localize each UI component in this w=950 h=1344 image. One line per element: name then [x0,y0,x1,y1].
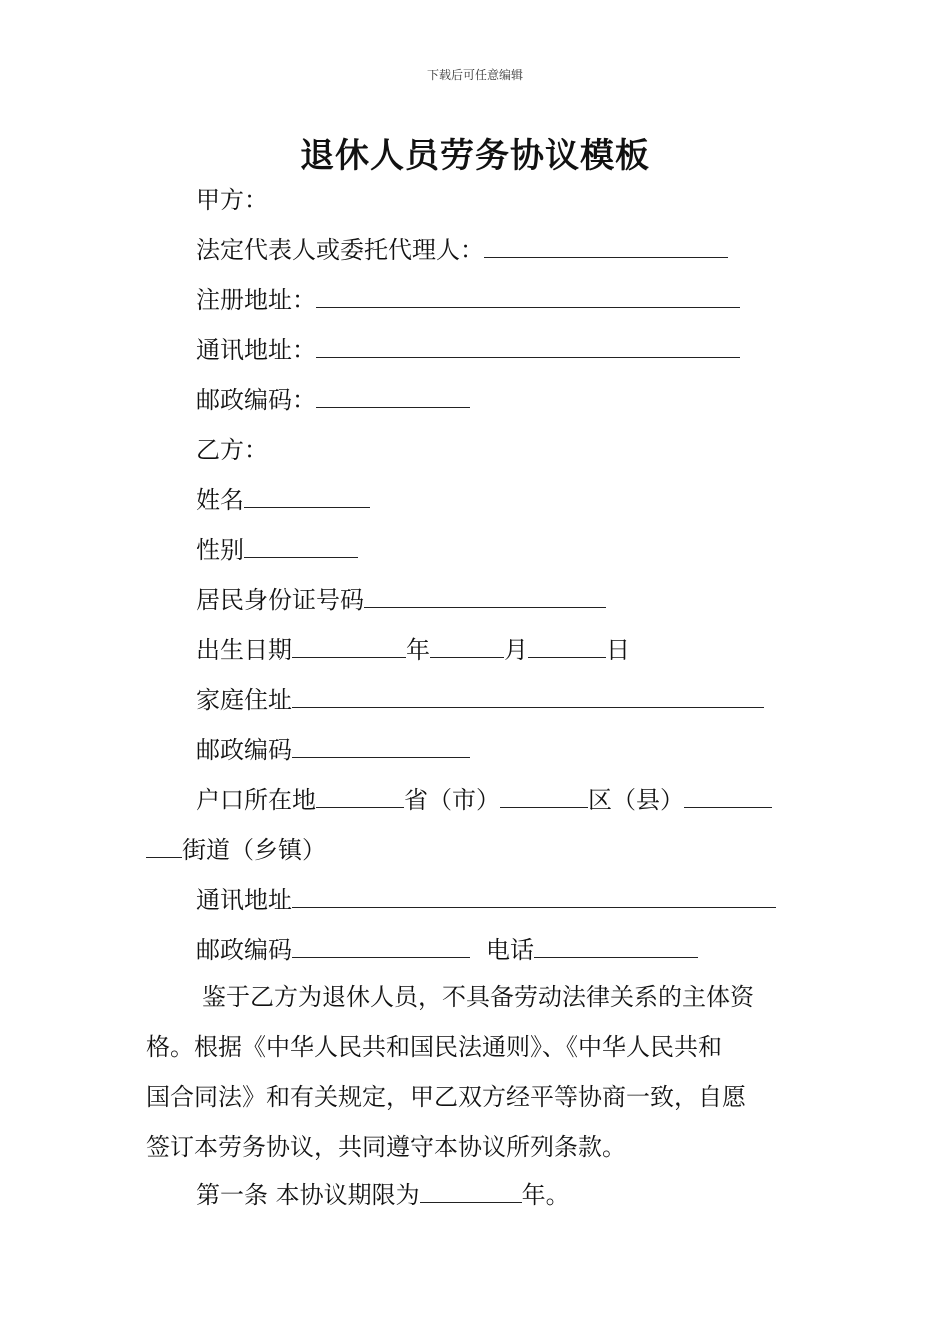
year-label: 年 [406,636,430,664]
reg-address-label: 注册地址： [196,286,316,314]
province-blank[interactable] [316,785,404,808]
article-1-suffix: 年。 [521,1181,570,1209]
street-blank-1[interactable] [684,785,772,808]
birth-month-blank[interactable] [430,635,504,658]
name-blank[interactable] [244,485,370,508]
postcode-b2-label: 邮政编码 [196,936,292,964]
home-address-field [196,685,764,715]
representative-field [196,235,728,265]
province-label: 省（市） [404,786,500,814]
postcode-a-blank[interactable] [316,385,470,408]
month-label: 月 [504,636,528,664]
document-title: 退休人员劳务协议模板 [300,136,650,176]
postcode-phone-field [196,935,698,965]
preamble-paragraph [146,972,806,1172]
mail-address-a-blank[interactable] [316,335,740,358]
phone-label: 电话 [486,936,534,964]
birth-label: 出生日期 [196,636,292,664]
id-number-field [196,585,606,615]
gender-field [196,535,358,565]
gender-blank[interactable] [244,535,358,558]
representative-blank[interactable] [484,235,728,258]
postcode-b-blank[interactable] [292,735,470,758]
party-a-heading [196,185,268,215]
day-label: 日 [606,636,630,664]
preamble-line: 国合同法》和有关规定，甲乙双方经平等协商一致，自愿 [146,1083,746,1111]
header-note: 下载后可任意编辑 [426,68,523,82]
preamble-line: 格。根据《中华人民共和国民法通则》、《中华人民共和 [146,1033,722,1061]
reg-address-field [196,285,740,315]
birth-year-blank[interactable] [292,635,406,658]
postcode-b-label: 邮政编码 [196,736,292,764]
article-1 [196,1180,570,1210]
district-blank[interactable] [500,785,588,808]
home-address-blank[interactable] [292,685,764,708]
phone-blank[interactable] [534,935,698,958]
party-b-heading [196,435,268,465]
id-number-label: 居民身份证号码 [196,586,364,614]
home-address-label: 家庭住址 [196,686,292,714]
reg-address-blank[interactable] [316,285,740,308]
street-blank-2[interactable] [146,835,182,858]
mail-address-b-blank[interactable] [292,885,776,908]
street-label: 街道（乡镇） [182,836,326,864]
term-years-blank[interactable] [420,1180,522,1203]
district-label: 区（县） [588,786,684,814]
name-label: 姓名 [196,486,244,514]
party-b-label: 乙方： [196,436,268,464]
hukou-field-cont [146,835,326,865]
birth-date-field [196,635,630,665]
gender-label: 性别 [196,536,244,564]
preamble-line: 鉴于乙方为退休人员，不具备劳动法律关系的主体资 [202,983,754,1011]
mail-address-b-label: 通讯地址 [196,886,292,914]
representative-label: 法定代表人或委托代理人： [196,236,484,264]
postcode-a-label: 邮政编码： [196,386,316,414]
name-field [196,485,370,515]
party-a-label: 甲方： [196,186,268,214]
mail-address-a-label: 通讯地址： [196,336,316,364]
postcode-b-field [196,735,470,765]
postcode-a-field [196,385,470,415]
preamble-line: 签订本劳务协议，共同遵守本协议所列条款。 [146,1133,626,1161]
hukou-field [196,785,772,815]
article-1-prefix: 第一条 本协议期限为 [196,1181,420,1209]
id-number-blank[interactable] [364,585,606,608]
hukou-label: 户口所在地 [196,786,316,814]
mail-address-b-field [196,885,776,915]
birth-day-blank[interactable] [528,635,606,658]
mail-address-a-field [196,335,740,365]
postcode-b2-blank[interactable] [292,935,470,958]
